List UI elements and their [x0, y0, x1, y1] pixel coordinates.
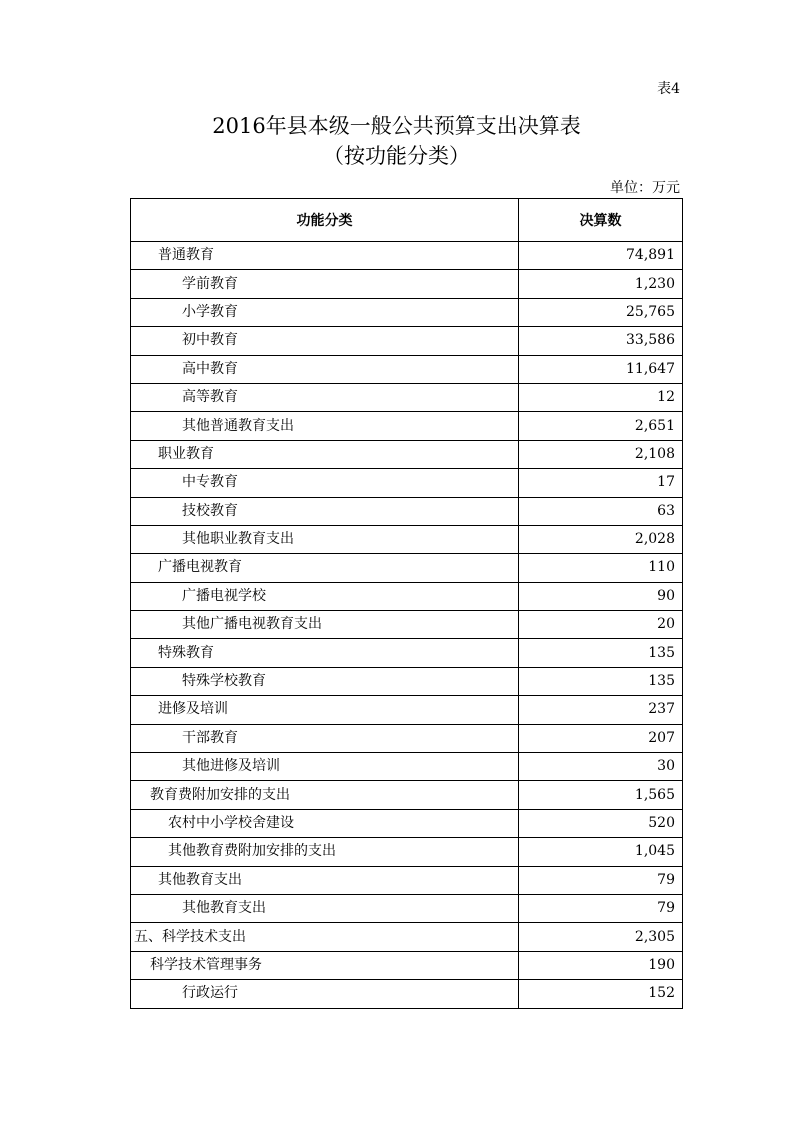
- row-category: 技校教育: [131, 497, 519, 525]
- table-row: [131, 724, 683, 752]
- row-category: 高等教育: [131, 383, 519, 411]
- row-category: 学前教育: [131, 270, 519, 298]
- row-amount: 152: [519, 980, 683, 1008]
- row-category: 其他教育支出: [131, 894, 519, 922]
- row-amount: 12: [519, 383, 683, 411]
- table-row: [131, 525, 683, 553]
- row-category: 特殊学校教育: [131, 667, 519, 695]
- row-amount: 110: [519, 554, 683, 582]
- row-category: 农村中小学校舍建设: [131, 809, 519, 837]
- row-amount: 2,305: [519, 923, 683, 951]
- table-row: [131, 582, 683, 610]
- row-amount: 25,765: [519, 298, 683, 326]
- row-category: 广播电视教育: [131, 554, 519, 582]
- table-row: [131, 270, 683, 298]
- row-amount: 20: [519, 611, 683, 639]
- table-row: [131, 242, 683, 270]
- row-amount: 79: [519, 894, 683, 922]
- table-row: [131, 781, 683, 809]
- page-subtitle: （按功能分类）: [323, 144, 470, 168]
- column-header-category: 功能分类: [131, 199, 519, 242]
- column-header-amount: 决算数: [519, 199, 683, 242]
- row-amount: 2,028: [519, 525, 683, 553]
- row-category: 广播电视学校: [131, 582, 519, 610]
- table-row: [131, 753, 683, 781]
- row-amount: 135: [519, 639, 683, 667]
- row-amount: 135: [519, 667, 683, 695]
- row-amount: 11,647: [519, 355, 683, 383]
- row-category: 行政运行: [131, 980, 519, 1008]
- table-row: [131, 383, 683, 411]
- table-row: [131, 923, 683, 951]
- table-row: [131, 440, 683, 468]
- table-row: [131, 639, 683, 667]
- row-category: 普通教育: [131, 242, 519, 270]
- row-category: 其他广播电视教育支出: [131, 611, 519, 639]
- row-amount: 2,651: [519, 412, 683, 440]
- table-body: [131, 242, 683, 1009]
- row-amount: 17: [519, 469, 683, 497]
- row-amount: 1,045: [519, 838, 683, 866]
- row-category: 小学教育: [131, 298, 519, 326]
- row-amount: 190: [519, 951, 683, 979]
- table-row: [131, 980, 683, 1008]
- row-category: 其他教育费附加安排的支出: [131, 838, 519, 866]
- table-row: [131, 951, 683, 979]
- row-amount: 237: [519, 696, 683, 724]
- row-amount: 1,565: [519, 781, 683, 809]
- table-row: [131, 809, 683, 837]
- row-amount: 90: [519, 582, 683, 610]
- row-amount: 1,230: [519, 270, 683, 298]
- row-category: 高中教育: [131, 355, 519, 383]
- table-row: [131, 497, 683, 525]
- row-category: 中专教育: [131, 469, 519, 497]
- table-number: 表4: [657, 81, 680, 97]
- table-row: [131, 355, 683, 383]
- table-row: [131, 696, 683, 724]
- table-row: [131, 611, 683, 639]
- row-amount: 30: [519, 753, 683, 781]
- row-category: 进修及培训: [131, 696, 519, 724]
- row-amount: 207: [519, 724, 683, 752]
- row-amount: 79: [519, 866, 683, 894]
- row-amount: 520: [519, 809, 683, 837]
- row-category: 其他职业教育支出: [131, 525, 519, 553]
- row-amount: 74,891: [519, 242, 683, 270]
- budget-table: [130, 198, 683, 1009]
- table-row: [131, 412, 683, 440]
- row-category: 特殊教育: [131, 639, 519, 667]
- row-category: 初中教育: [131, 327, 519, 355]
- table-row: [131, 327, 683, 355]
- row-category: 其他进修及培训: [131, 753, 519, 781]
- row-amount: 2,108: [519, 440, 683, 468]
- row-category: 其他普通教育支出: [131, 412, 519, 440]
- table-row: [131, 894, 683, 922]
- unit-label: 单位：万元: [610, 180, 680, 196]
- table-row: [131, 667, 683, 695]
- row-amount: 33,586: [519, 327, 683, 355]
- row-category: 五、科学技术支出: [131, 923, 519, 951]
- page-title: 2016年县本级一般公共预算支出决算表: [212, 114, 581, 138]
- row-category: 教育费附加安排的支出: [131, 781, 519, 809]
- row-category: 职业教育: [131, 440, 519, 468]
- table-row: [131, 866, 683, 894]
- table-row: [131, 469, 683, 497]
- row-category: 干部教育: [131, 724, 519, 752]
- table-row: [131, 554, 683, 582]
- row-amount: 63: [519, 497, 683, 525]
- row-category: 其他教育支出: [131, 866, 519, 894]
- table-header-row: [131, 199, 683, 242]
- table-row: [131, 838, 683, 866]
- table-row: [131, 298, 683, 326]
- row-category: 科学技术管理事务: [131, 951, 519, 979]
